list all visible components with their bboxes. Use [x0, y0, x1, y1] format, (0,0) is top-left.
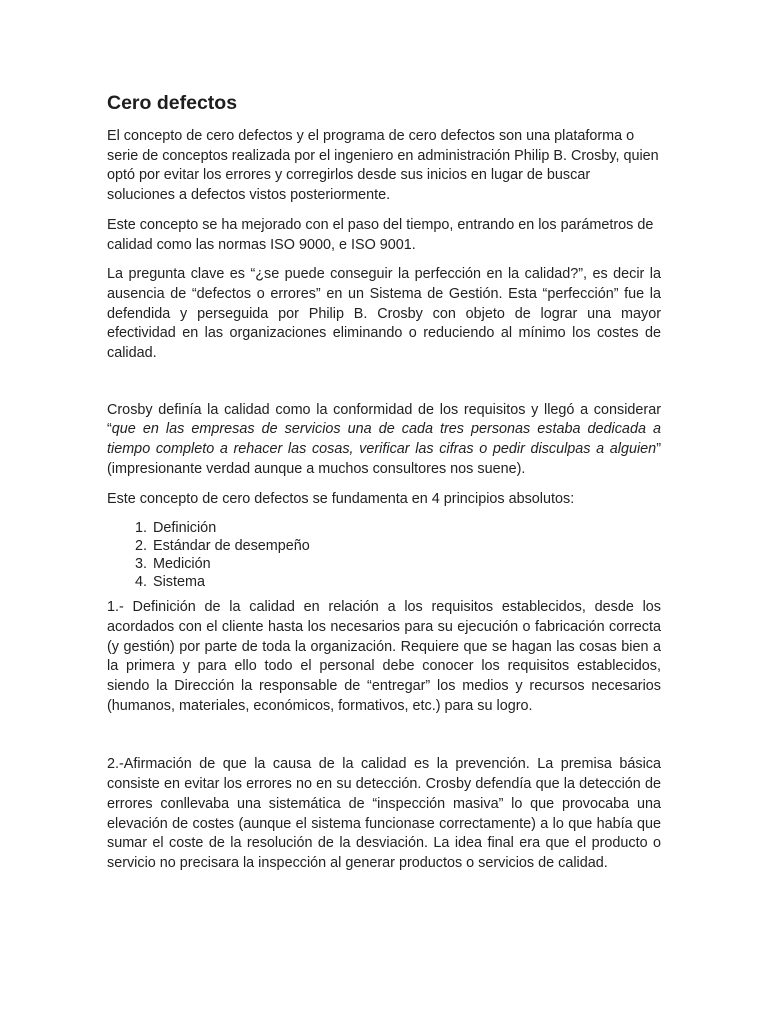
list-item: 1. Definición — [151, 519, 661, 537]
crosby-quote: que en las empresas de servicios una de cada tres personas estaba dedicada a tiempo completo a rehacer las cosas, verificar las cifras o pedir disculpas a alguien — [107, 421, 661, 458]
crosby-text-before: Crosby definía la calidad como la conformidad de los requisitos y llegó a considerar “ — [107, 401, 661, 438]
principles-intro: Este concepto de cero defectos se fundamenta en 4 principios absolutos: — [107, 490, 575, 507]
paragraph-point-2: 2.-Afirmación de que la causa de la calidad es la prevención. La premisa básica consiste en evitar los errores no en su detección. Crosby defendía que la detección de errores conllevaba una sistemática de “inspección masiva” lo que provocaba una elevación de costes (aunque el sistema funcionase correctamente) a lo que había que sumar el coste de la resolución de la desviación. La idea final era que el producto o servicio no precisara la inspección al generar productos o servicios de calidad. — [107, 756, 661, 871]
paragraph-key-question: La pregunta clave es “¿se puede conseguir la perfección en la calidad?”, es decir la ausencia de “defectos o errores” en un Sistema de Gestión. Esta “perfección” fue la defendida y perseguida por Philip B. Crosby con objeto de lograr una mayor efectividad en las organizaciones eliminando o reduciendo al mínimo los costes de calidad. — [107, 266, 661, 362]
paragraph-point-1: 1.- Definición de la calidad en relación a los requisitos establecidos, desde los acordados con el cliente hasta los necesarios para su ejecución o fabricación correcta (y gestión) por parte de toda la organización. Requiere que se hagan las cosas bien a la primera y para ello todo el personal debe conocer los requisitos establecidos, siendo la Dirección la responsable de “entregar” los medios y recursos necesarios (humanos, materiales, económicos, formativos, etc.) para su logro. — [107, 599, 661, 714]
paragraph-iso: Este concepto se ha mejorado con el paso del tiempo, entrando en los parámetros de calidad como las normas ISO 9000, e ISO 9001. — [107, 216, 654, 253]
list-item: 4. Sistema — [151, 573, 661, 591]
crosby-text-after: ” (impresionante verdad aunque a muchos consultores nos suene). — [107, 441, 661, 477]
principles-list — [107, 519, 661, 591]
document-page — [107, 92, 661, 874]
paragraph-crosby-quote — [107, 401, 661, 480]
paragraph-intro: El concepto de cero defectos y el programa de cero defectos son una plataforma o serie de conceptos realizada por el ingeniero en administración Philip B. Crosby, quien optó por evitar los errores y corregirlos desde sus inicios en lugar de buscar soluciones a defectos vistos posteriormente. — [107, 128, 659, 204]
list-item: 3. Medición — [151, 555, 661, 573]
list-item: 2. Estándar de desempeño — [151, 537, 661, 555]
document-title: Cero defectos — [107, 92, 238, 114]
